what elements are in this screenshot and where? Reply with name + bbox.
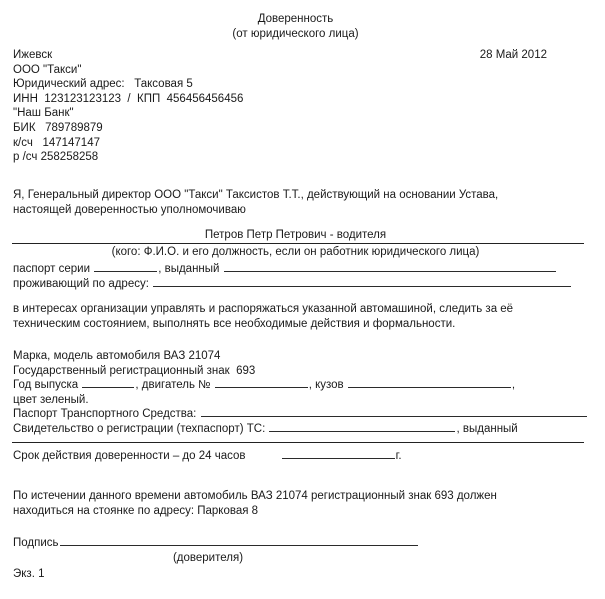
vehicle-pts-input[interactable] bbox=[201, 407, 587, 417]
expiration-paragraph bbox=[13, 489, 591, 518]
declaration-line-1: Я, Генеральный директор ООО "Такси" Таксистов Т.Т., действующий на основании Устава, bbox=[13, 189, 499, 201]
kpp-label: КПП bbox=[137, 92, 161, 105]
vehicle-pts-row bbox=[13, 407, 591, 422]
signature-row bbox=[13, 536, 419, 551]
principal-company: ООО "Такси" bbox=[13, 63, 82, 76]
corr-account-value: 147147147 bbox=[42, 136, 100, 149]
bik-label: БИК bbox=[13, 121, 36, 134]
vehicle-reg-cert-row bbox=[13, 422, 591, 437]
term-divider-rule bbox=[12, 442, 584, 443]
attorney-passport-block bbox=[13, 262, 588, 291]
inn-value: 123123123123 bbox=[44, 92, 122, 105]
principal-bik bbox=[13, 121, 243, 136]
page-title: Доверенность bbox=[257, 13, 334, 25]
expiration-line-1: По истечении данного времени автомобиль ВАЗ 21074 регистрационный знак 693 должен bbox=[13, 490, 497, 502]
principal-legal-address bbox=[13, 77, 243, 92]
vehicle-reg-cert-issued: , выданный bbox=[456, 422, 518, 435]
term-date-input[interactable] bbox=[282, 449, 395, 459]
passport-series-input[interactable] bbox=[94, 262, 157, 272]
copy-number: Экз. 1 bbox=[13, 568, 45, 580]
principal-details bbox=[13, 48, 243, 165]
passport-issued-label: , выданный bbox=[158, 263, 220, 275]
powers-paragraph bbox=[13, 302, 591, 331]
vehicle-year-engine-body-row bbox=[13, 378, 591, 393]
legal-address-value: Таксовая 5 bbox=[134, 78, 193, 91]
vehicle-color-row: цвет зеленый. bbox=[13, 393, 89, 406]
vehicle-body-input[interactable] bbox=[348, 378, 511, 388]
vehicle-plate-row bbox=[13, 364, 591, 379]
bik-value: 789789879 bbox=[45, 121, 103, 134]
residence-row bbox=[13, 277, 588, 292]
vehicle-plate-label: Государственный регистрационный знак bbox=[13, 364, 230, 377]
attorney-name: Петров Петр Петрович - водителя bbox=[204, 229, 387, 241]
vehicle-make-model-value: ВАЗ 21074 bbox=[163, 350, 221, 362]
vehicle-make-model-label: Марка, модель автомобиля bbox=[13, 350, 161, 362]
passport-issued-input[interactable] bbox=[224, 262, 556, 272]
vehicle-body-trailing: , bbox=[511, 379, 516, 392]
vehicle-details bbox=[13, 349, 591, 437]
vehicle-make-model-row bbox=[13, 349, 591, 364]
expiration-line-2: находиться на стоянке по адресу: Парковая 8 bbox=[13, 504, 259, 517]
legal-address-label: Юридический адрес: bbox=[13, 78, 125, 91]
settlement-account-label: р /сч bbox=[13, 151, 38, 164]
passport-row bbox=[13, 262, 588, 277]
residence-input[interactable] bbox=[153, 277, 571, 287]
vehicle-reg-cert-input[interactable] bbox=[269, 422, 455, 432]
powers-line-2: техническим состоянием, выполнять все необходимые действия и формальности. bbox=[13, 317, 456, 330]
powers-line-1: в интересах организации управлять и распоряжаться указанной автомашиной, следить за её bbox=[13, 303, 514, 315]
inn-label: ИНН bbox=[13, 92, 38, 105]
attorney-caption: (кого: Ф.И.О. и его должность, если он работник юридического лица) bbox=[111, 246, 480, 258]
vehicle-engine-input[interactable] bbox=[215, 378, 308, 388]
principal-corr-account bbox=[13, 136, 243, 151]
residence-label: проживающий по адресу: bbox=[13, 277, 149, 290]
document-title-block bbox=[0, 12, 591, 41]
principal-bank-name: "Наш Банк" bbox=[13, 107, 74, 120]
vehicle-pts-label: Паспорт Транспортного Средства: bbox=[13, 408, 197, 421]
term-year-suffix: г. bbox=[395, 450, 402, 462]
signature-caption: (доверителя) bbox=[172, 552, 244, 564]
principal-inn-kpp bbox=[13, 92, 243, 107]
declaration-line-2: настоящей доверенностью уполномочиваю bbox=[13, 203, 246, 216]
vehicle-body-label: , кузов bbox=[308, 379, 344, 392]
attorney-divider-rule bbox=[12, 243, 584, 244]
term-label: Срок действия доверенности – до 24 часов bbox=[13, 450, 246, 462]
document-date: 28 Май 2012 bbox=[479, 49, 547, 61]
signature-label: Подпись bbox=[13, 537, 59, 549]
settlement-account-value: 258258258 bbox=[40, 151, 99, 164]
inn-kpp-separator: / bbox=[127, 92, 131, 105]
vehicle-engine-label: , двигатель № bbox=[135, 379, 211, 392]
passport-series-label: паспорт серии bbox=[13, 263, 90, 275]
term-row bbox=[13, 449, 591, 464]
vehicle-reg-cert-label: Свидетельство о регистрации (техпаспорт) ТС: bbox=[13, 422, 266, 435]
corr-account-label: к/сч bbox=[13, 136, 33, 149]
vehicle-year-label: Год выпуска bbox=[13, 379, 79, 392]
principal-settlement-account bbox=[13, 150, 243, 165]
declaration-paragraph bbox=[13, 188, 587, 217]
signature-input[interactable] bbox=[60, 536, 418, 546]
principal-city: Ижевск bbox=[13, 49, 53, 61]
kpp-value: 456456456456 bbox=[166, 92, 244, 105]
page-subtitle: (от юридического лица) bbox=[232, 27, 359, 40]
vehicle-plate-value: 693 bbox=[236, 364, 256, 377]
vehicle-year-input[interactable] bbox=[82, 378, 134, 388]
